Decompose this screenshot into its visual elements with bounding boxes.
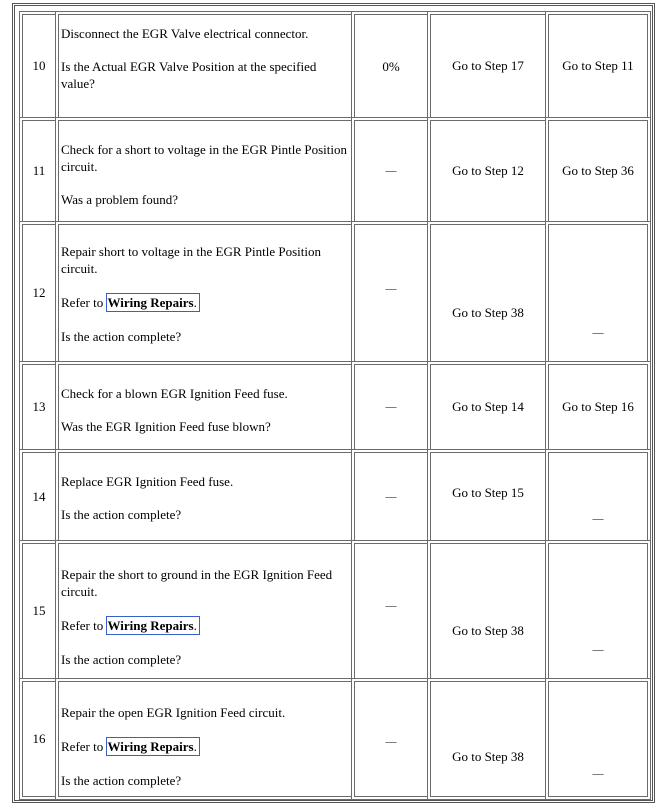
step-number: 12	[19, 221, 59, 365]
instruction-text: Disconnect the EGR Valve electrical connector.	[61, 26, 309, 41]
step-description: Repair short to voltage in the EGR Pintle Position circuit. Refer to Wiring Repairs. Is the action complete?	[55, 221, 355, 365]
step-description	[55, 361, 355, 453]
no-action: Go to Step 16	[545, 361, 651, 453]
step-number: 10	[19, 11, 59, 121]
no-action: —	[545, 540, 651, 682]
step-number: 11	[19, 117, 59, 225]
table-row	[15, 117, 652, 225]
question-text: Is the Actual EGR Valve Position at the specified value?	[61, 59, 317, 91]
table-row	[15, 11, 652, 121]
table-row	[15, 540, 652, 682]
question-text: Was the EGR Ignition Feed fuse blown?	[61, 419, 271, 434]
instruction-text: Repair the open EGR Ignition Feed circuit.	[61, 705, 286, 720]
no-action: Go to Step 36	[545, 117, 651, 225]
wiring-repairs-link[interactable]: Wiring Repairs.	[106, 737, 199, 756]
yes-action: Go to Step 12	[427, 117, 549, 225]
yes-action: Go to Step 14	[427, 361, 549, 453]
table-row	[15, 678, 652, 800]
yes-action: Go to Step 38	[427, 221, 549, 365]
step-description: Repair the open EGR Ignition Feed circuit. Refer to Wiring Repairs. Is the action complete?	[55, 678, 355, 800]
no-action: —	[545, 221, 651, 365]
spec-value: 0%	[351, 11, 431, 121]
step-description	[55, 449, 355, 544]
step-number: 16	[19, 678, 59, 800]
table-row	[15, 449, 652, 544]
yes-action: Go to Step 17	[427, 11, 549, 121]
step-description	[55, 117, 355, 225]
yes-action: Go to Step 38	[427, 540, 549, 682]
instruction-text: Check for a blown EGR Ignition Feed fuse.	[61, 386, 288, 401]
table-row	[15, 361, 652, 453]
step-number: 14	[19, 449, 59, 544]
step-description: Repair the short to ground in the EGR Ignition Feed circuit. Refer to Wiring Repairs. Is the action complete?	[55, 540, 355, 682]
question-text: Is the action complete?	[61, 773, 182, 788]
step-number: 13	[19, 361, 59, 453]
instruction-text: Check for a short to voltage in the EGR Pintle Position circuit.	[61, 142, 347, 174]
spec-value: —	[351, 361, 431, 453]
spec-value: —	[351, 678, 431, 800]
no-action: Go to Step 11	[545, 11, 651, 121]
instruction-text: Replace EGR Ignition Feed fuse.	[61, 474, 234, 489]
yes-action: Go to Step 15	[427, 449, 549, 544]
wiring-repairs-link[interactable]: Wiring Repairs.	[106, 293, 199, 312]
spec-value: —	[351, 117, 431, 225]
yes-action: Go to Step 38	[427, 678, 549, 800]
wiring-repairs-link[interactable]: Wiring Repairs.	[106, 616, 199, 635]
spec-value: —	[351, 221, 431, 365]
question-text: Is the action complete?	[61, 329, 182, 344]
no-action: —	[545, 449, 651, 544]
diagnostic-table	[12, 3, 655, 803]
instruction-text: Repair short to voltage in the EGR Pintle Position circuit.	[61, 244, 321, 276]
spec-value: —	[351, 449, 431, 544]
no-action: —	[545, 678, 651, 800]
question-text: Was a problem found?	[61, 192, 178, 207]
spec-value: —	[351, 540, 431, 682]
step-description	[55, 11, 355, 121]
question-text: Is the action complete?	[61, 507, 182, 522]
step-number: 15	[19, 540, 59, 682]
question-text: Is the action complete?	[61, 652, 182, 667]
table-row	[15, 221, 652, 365]
instruction-text: Repair the short to ground in the EGR Ignition Feed circuit.	[61, 567, 333, 599]
